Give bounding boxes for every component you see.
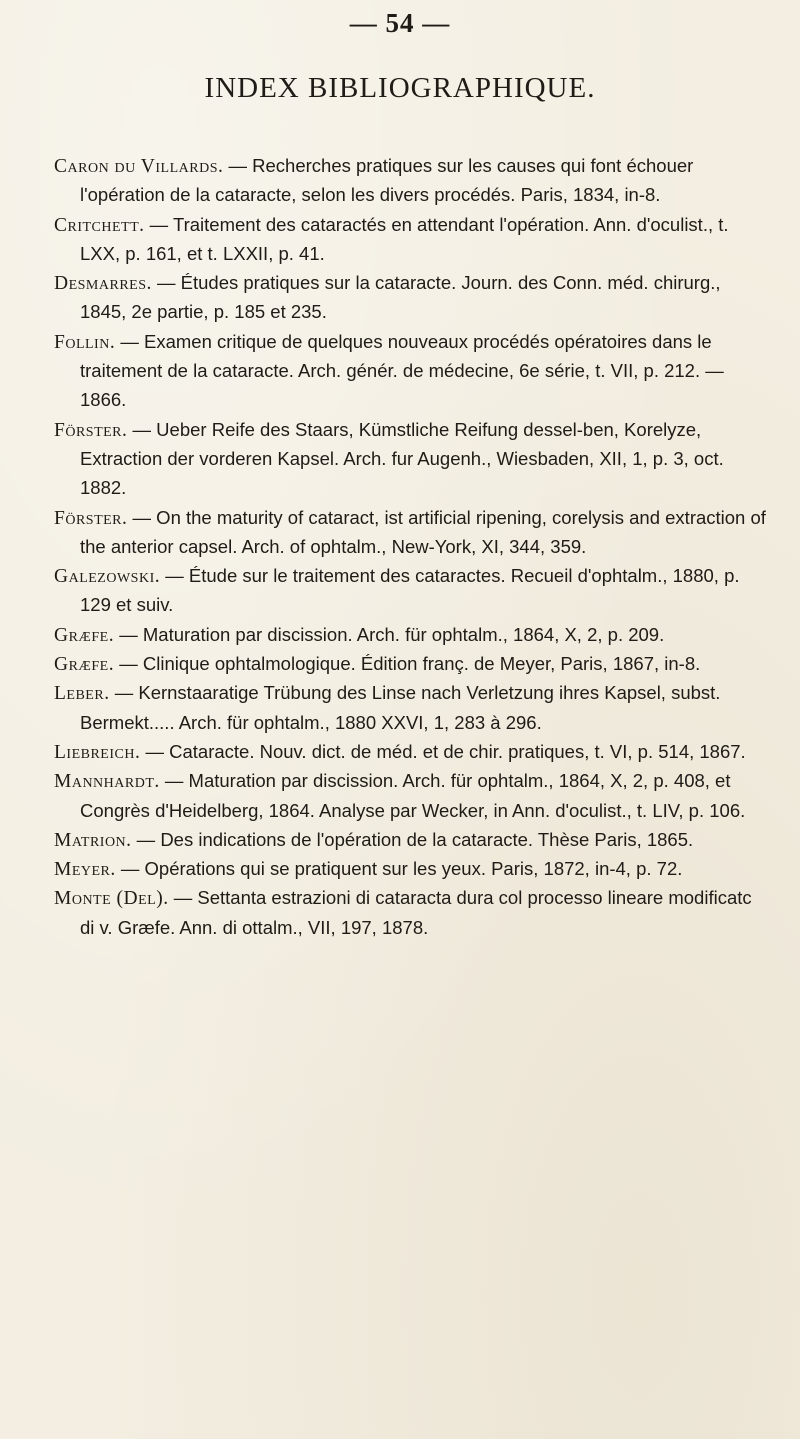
entry-author: Græfe. [54, 654, 115, 676]
bibliography-entry-graefe-2 [54, 650, 766, 679]
entry-text: — Kernstaaratige Trübung des Linse nach Verletzung ihres Kapsel, subst. Bermekt..... Arch. für ophtalm., 1880 XXVI, 1, 283 à 296. [80, 682, 721, 733]
entry-author: Mannhardt. [54, 771, 160, 793]
bibliography-entry-caron-du-villards [54, 152, 766, 211]
bibliography-list [54, 152, 766, 943]
bibliography-entry-meyer [54, 855, 766, 884]
entry-author: Meyer. [54, 859, 116, 881]
entry-text: — Ueber Reife des Staars, Kümstliche Reifung dessel-ben, Korelyze, Extraction der vorderen Kapsel. Arch. fur Augenh., Wiesbaden, XII, 1, p. 3, oct. 1882. [80, 418, 724, 499]
entry-author: Leber. [54, 683, 110, 705]
bibliography-entry-forster-1 [54, 416, 766, 504]
bibliography-entry-monte [54, 884, 766, 943]
bibliography-entry-matrion [54, 826, 766, 855]
entry-author: Liebreich. [54, 741, 141, 763]
page-title: INDEX BIBLIOGRAPHIQUE. [204, 72, 596, 104]
bibliography-entry-desmarres [54, 269, 766, 328]
entry-text: — Maturation par discission. Arch. für ophtalm., 1864, X, 2, p. 408, et Congrès d'Heidelberg, 1864. Analyse par Wecker, in Ann. d'oculist., t. LIV, p. 106. [80, 770, 746, 821]
bibliography-entry-leber [54, 679, 766, 738]
entry-author: Græfe. [54, 624, 115, 646]
bibliography-entry-galezowski [54, 562, 766, 621]
entry-text: — Clinique ophtalmologique. Édition franç. de Meyer, Paris, 1867, in-8. [114, 653, 701, 675]
bibliography-entry-critchett [54, 211, 766, 270]
entry-author: Monte (Del). [54, 888, 169, 910]
entry-text: — Examen critique de quelques nouveaux procédés opératoires dans le traitement de la cataracte. Arch. génér. de médecine, 6e série, t. VII, p. 212. — 1866. [80, 330, 724, 411]
entry-text: — Maturation par discission. Arch. für ophtalm., 1864, X, 2, p. 209. [114, 623, 665, 645]
entry-author: Desmarres. [54, 273, 152, 295]
entry-text: — Étude sur le traitement des cataractes. Recueil d'ophtalm., 1880, p. 129 et suiv. [80, 565, 740, 616]
bibliography-entry-liebreich [54, 738, 766, 767]
entry-text: — Settanta estrazioni di cataracta dura col processo lineare modificatc di v. Græfe. Ann. di ottalm., VII, 197, 1878. [80, 887, 752, 938]
bibliography-entry-forster-2 [54, 504, 766, 563]
entry-text: — On the maturity of cataract, ist artificial ripening, corelysis and extraction of the anterior capsel. Arch. of ophtalm., New-York, XI, 344, 359. [80, 506, 766, 557]
entry-text: — Études pratiques sur la cataracte. Journ. des Conn. méd. chirurg., 1845, 2e partie, p. 185 et 235. [80, 272, 721, 323]
page-number: — 54 — [349, 8, 451, 38]
entry-author: Follin. [54, 331, 116, 353]
bibliography-entry-graefe-1 [54, 621, 766, 650]
entry-author: Förster. [54, 419, 128, 441]
entry-text: — Cataracte. Nouv. dict. de méd. et de chir. pratiques, t. VI, p. 514, 1867. [140, 740, 746, 762]
entry-author: Galezowski. [54, 566, 161, 588]
bibliography-entry-follin [54, 328, 766, 416]
entry-text: — Traitement des cataractés en attendant l'opération. Ann. d'oculist., t. LXX, p. 161, et t. LXXII, p. 41. [80, 213, 729, 264]
entry-author: Förster. [54, 507, 128, 529]
entry-text: — Opérations qui se pratiquent sur les yeux. Paris, 1872, in-4, p. 72. [115, 858, 683, 880]
bibliography-entry-mannhardt [54, 767, 766, 826]
entry-author: Critchett. [54, 214, 145, 236]
entry-author: Matrion. [54, 829, 132, 851]
entry-text: — Recherches pratiques sur les causes qui font échouer l'opération de la cataracte, selon les divers procédés. Paris, 1834, in-8. [80, 155, 694, 206]
entry-author: Caron du Villards. [54, 156, 224, 177]
entry-text: — Des indications de l'opération de la cataracte. Thèse Paris, 1865. [131, 828, 694, 850]
